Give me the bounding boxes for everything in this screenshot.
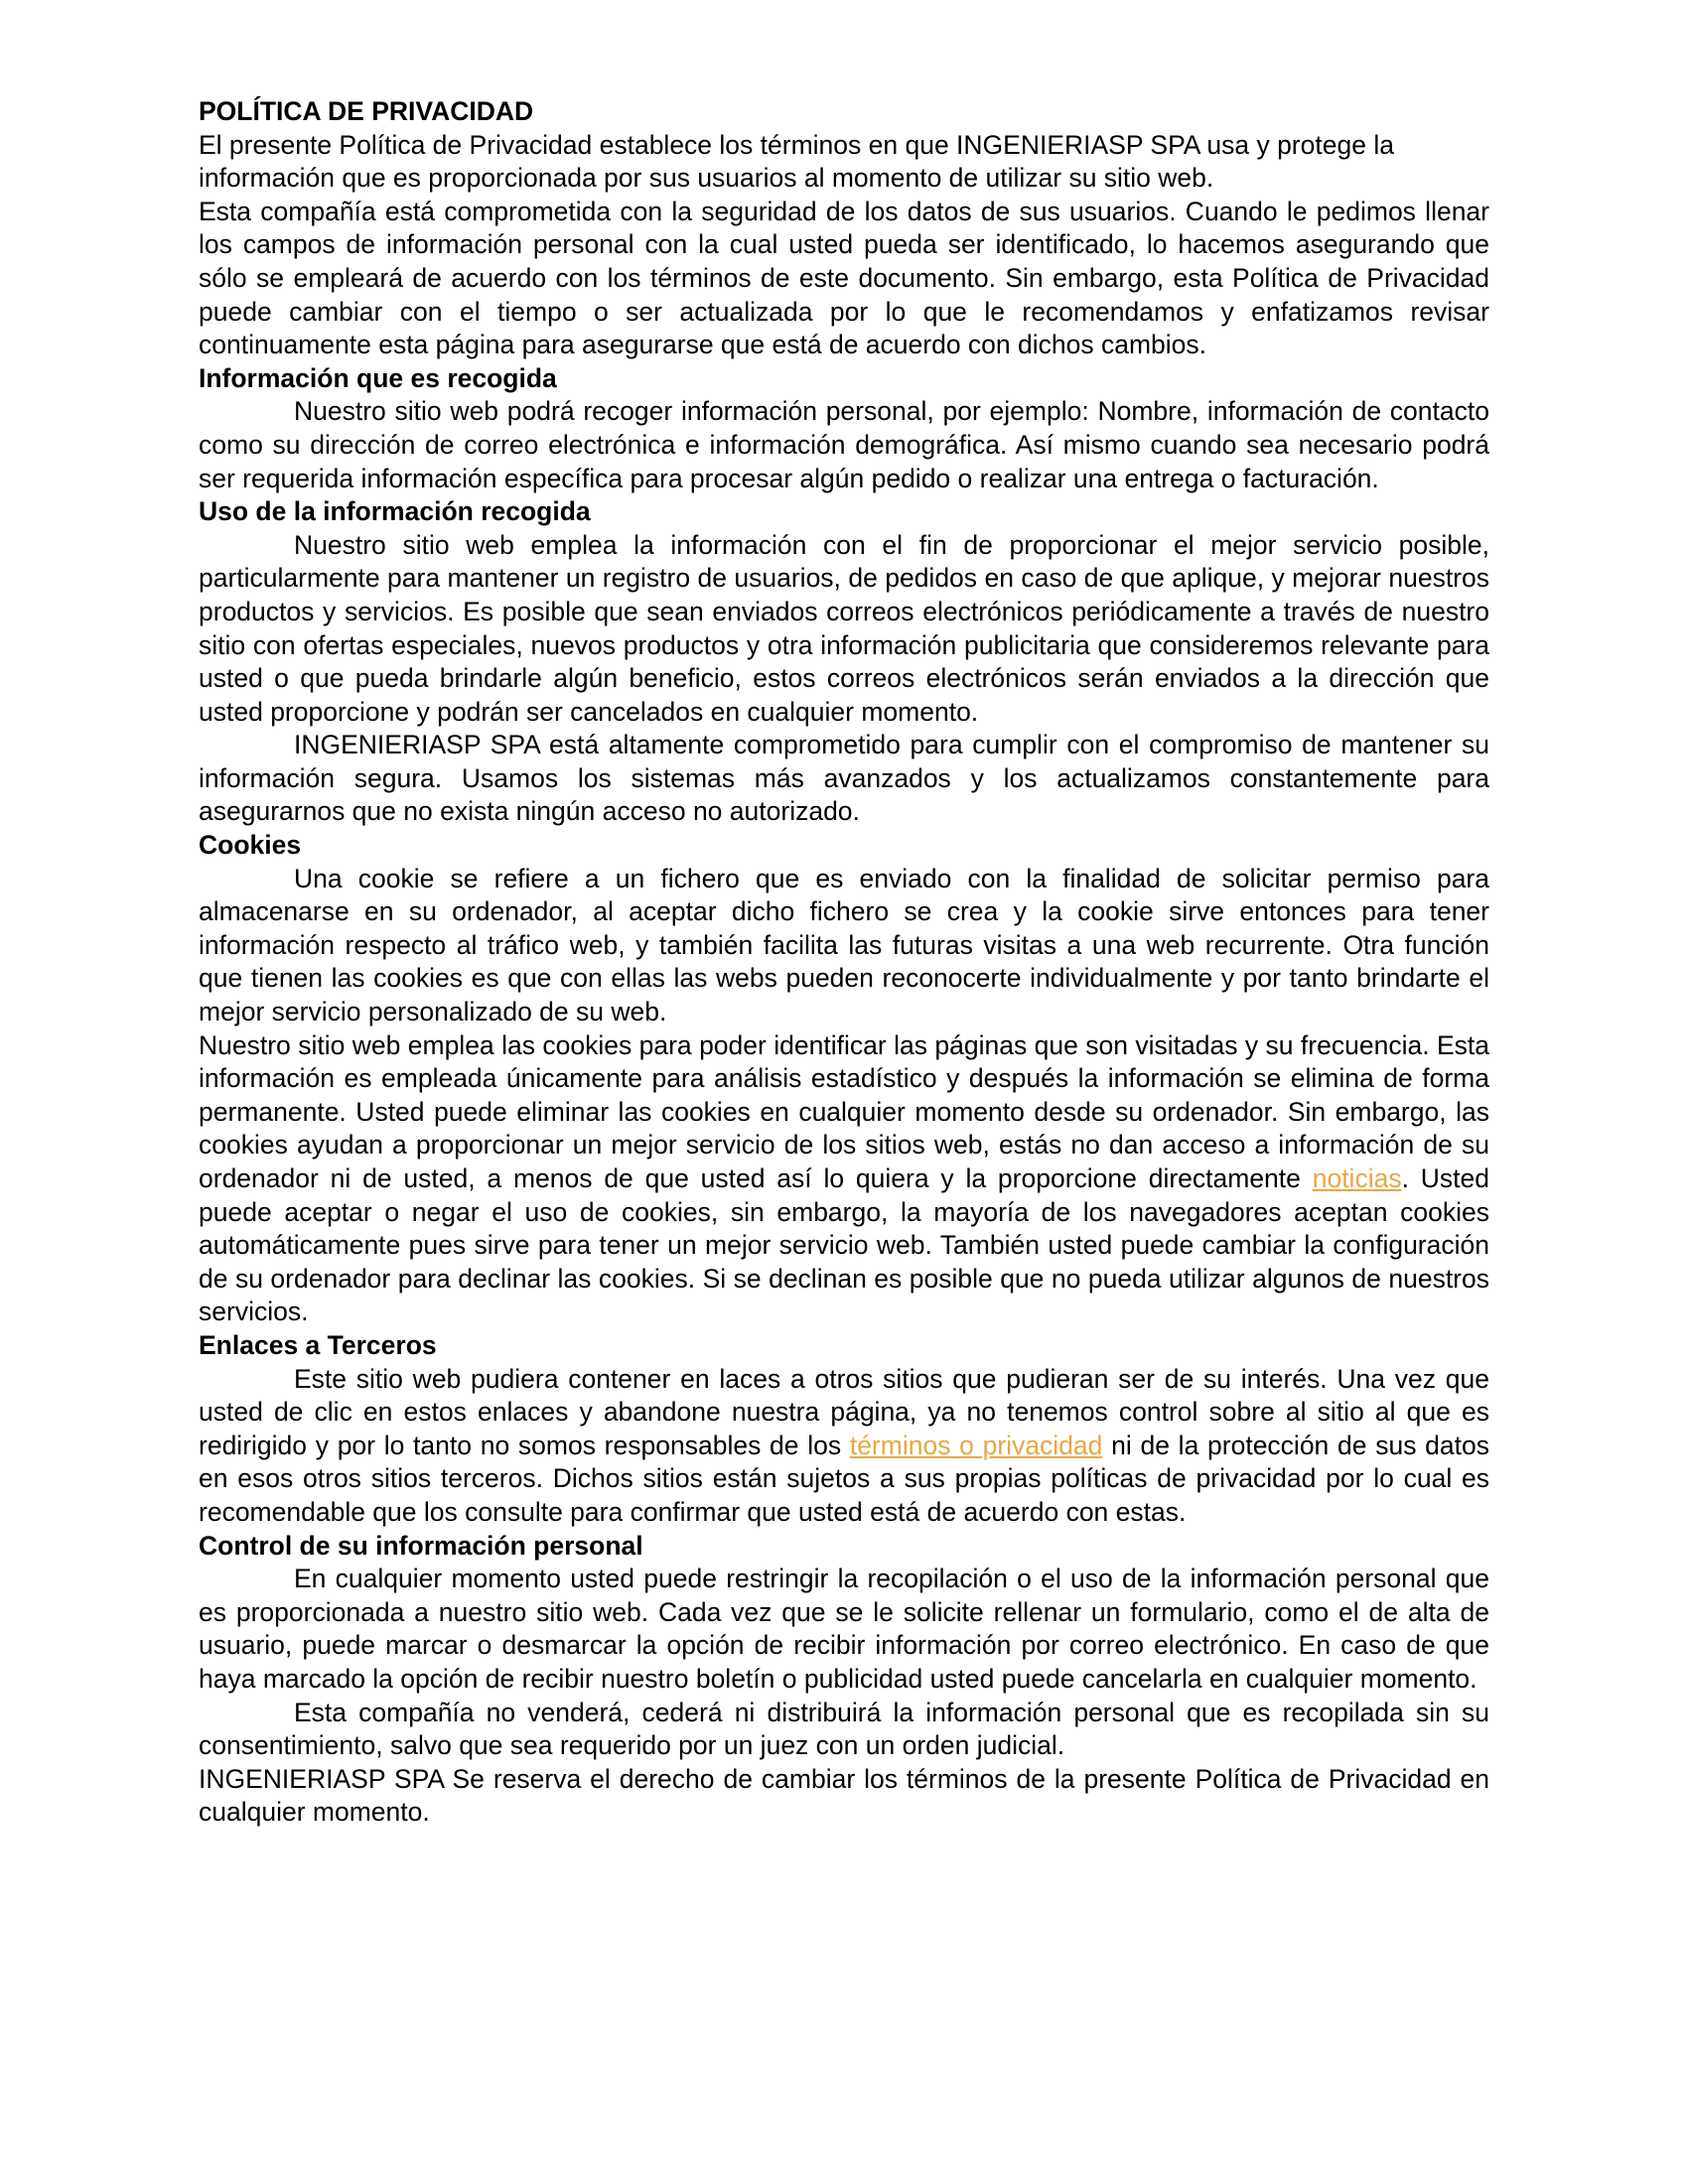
third-party-links-paragraph	[199, 1363, 1489, 1530]
info-use-paragraph-2: INGENIERIASP SPA está altamente comprometido para cumplir con el compromiso de mantener su información segura. Usamos los sistemas más avanzados y los actualizamos constantemente para asegurarnos que no exista ningún acceso no autorizado.	[199, 730, 1489, 827]
heading-collected-info: Información que es recogida	[199, 362, 557, 393]
info-use-paragraph-1: Nuestro sitio web emplea la información con el fin de proporcionar el mejor servicio posible, particularmente para mantener un registro de usuarios, de pedidos en caso de que aplique, y mejorar nuestros productos y servicios. Es posible que sean enviados correos electrónicos periódicamente a través de nuestro sitio con ofertas especiales, nuevos productos y otra información publicitaria que consideremos relevante para usted o que pueda brindarle algún beneficio, estos correos electrónicos serán enviados a la dirección que usted proporcione y podrán ser cancelados en cualquier momento.	[199, 529, 1489, 727]
document-title: POLÍTICA DE PRIVACIDAD	[199, 96, 534, 126]
terms-privacy-link[interactable]: términos o privacidad	[849, 1430, 1103, 1460]
heading-third-party-links: Enlaces a Terceros	[199, 1329, 437, 1360]
third-party-text-after: ni de la protección de sus datos en esos otros sitios terceros. Dichos sitios están sujetos a sus propias políticas de privacidad por lo cual es recomendable que los consulte para confirmar que usted está de acuerdo con estas.	[199, 1430, 1489, 1527]
control-paragraph-1: En cualquier momento usted puede restringir la recopilación o el uso de la información personal que es proporcionada a nuestro sitio web. Cada vez que se le solicite rellenar un formulario, como el de alta de usuario, puede marcar o desmarcar la opción de recibir información por correo electrónico. En caso de que haya marcado la opción de recibir nuestro boletín o publicidad usted puede cancelarla en cualquier momento.	[199, 1564, 1489, 1694]
heading-personal-info-control: Control de su información personal	[199, 1530, 643, 1561]
noticias-link[interactable]: noticias	[1312, 1163, 1402, 1193]
control-paragraph-2: Esta compañía no venderá, cederá ni distribuirá la información personal que es recopilada sin su consentimiento, salvo que sea requerido por un juez con un orden judicial.	[199, 1697, 1489, 1761]
collected-info-paragraph: Nuestro sitio web podrá recoger información personal, por ejemplo: Nombre, información de contacto como su dirección de correo electrónica e información demográfica. Así mismo cuando sea necesario podrá ser requerida información específica para procesar algún pedido o realizar una entrega o facturación.	[199, 396, 1489, 493]
cookies-paragraph-2-text-after: . Usted puede aceptar o negar el uso de cookies, sin embargo, la mayoría de los navegadores aceptan cookies automáticamente pues sirve para tener un mejor servicio web. También usted puede cambiar la configuración de su ordenador para declinar las cookies. Si se declinan es posible que no pueda utilizar algunos de nuestros servicios.	[199, 1163, 1489, 1327]
intro-paragraph-1: El presente Política de Privacidad establece los términos en que INGENIERIASP SPA usa y protege la información que es proporcionada por sus usuarios al momento de utilizar su sitio web.	[199, 129, 1394, 194]
cookies-paragraph-2-text-before: Nuestro sitio web emplea las cookies para poder identificar las páginas que son visitadas y su frecuencia. Esta información es empleada únicamente para análisis estadístico y después la información se elimina de forma permanente. Usted puede eliminar las cookies en cualquier momento desde su ordenador. Sin embargo, las cookies ayudan a proporcionar un mejor servicio de los sitios web, estás no dan acceso a información de su ordenador ni de usted, a menos de que usted así lo quiera y la proporcione directamente	[199, 1029, 1489, 1193]
third-party-text-before: Este sitio web pudiera contener en laces a otros sitios que pudieran ser de su interés. Una vez que usted de clic en estos enlaces y abandone nuestra página, ya no tenemos control sobre al sitio al que es redirigido y por lo tanto no somos responsables de los	[199, 1363, 1489, 1460]
control-paragraph-3: INGENIERIASP SPA Se reserva el derecho de cambiar los términos de la presente Política de Privacidad en cualquier momento.	[199, 1763, 1489, 1828]
cookies-paragraph-2	[199, 1029, 1489, 1329]
intro-paragraph-2: Esta compañía está comprometida con la seguridad de los datos de sus usuarios. Cuando le pedimos llenar los campos de información personal con la cual usted pueda ser identificado, lo hacemos asegurando que sólo se empleará de acuerdo con los términos de este documento. Sin embargo, esta Política de Privacidad puede cambiar con el tiempo o ser actualizada por lo que le recomendamos y enfatizamos revisar continuamente esta página para asegurarse que está de acuerdo con dichos cambios.	[199, 196, 1489, 360]
heading-cookies: Cookies	[199, 830, 302, 861]
privacy-policy-document	[199, 95, 1489, 1830]
heading-info-use: Uso de la información recogida	[199, 496, 591, 527]
cookies-paragraph-1: Una cookie se refiere a un fichero que es enviado con la finalidad de solicitar permiso para almacenarse en su ordenador, al aceptar dicho fichero se crea y la cookie sirve entonces para tener información respecto al tráfico web, y también facilita las futuras visitas a una web recurrente. Otra función que tienen las cookies es que con ellas las webs pueden reconocerte individualmente y por tanto brindarte el mejor servicio personalizado de su web.	[199, 863, 1489, 1027]
